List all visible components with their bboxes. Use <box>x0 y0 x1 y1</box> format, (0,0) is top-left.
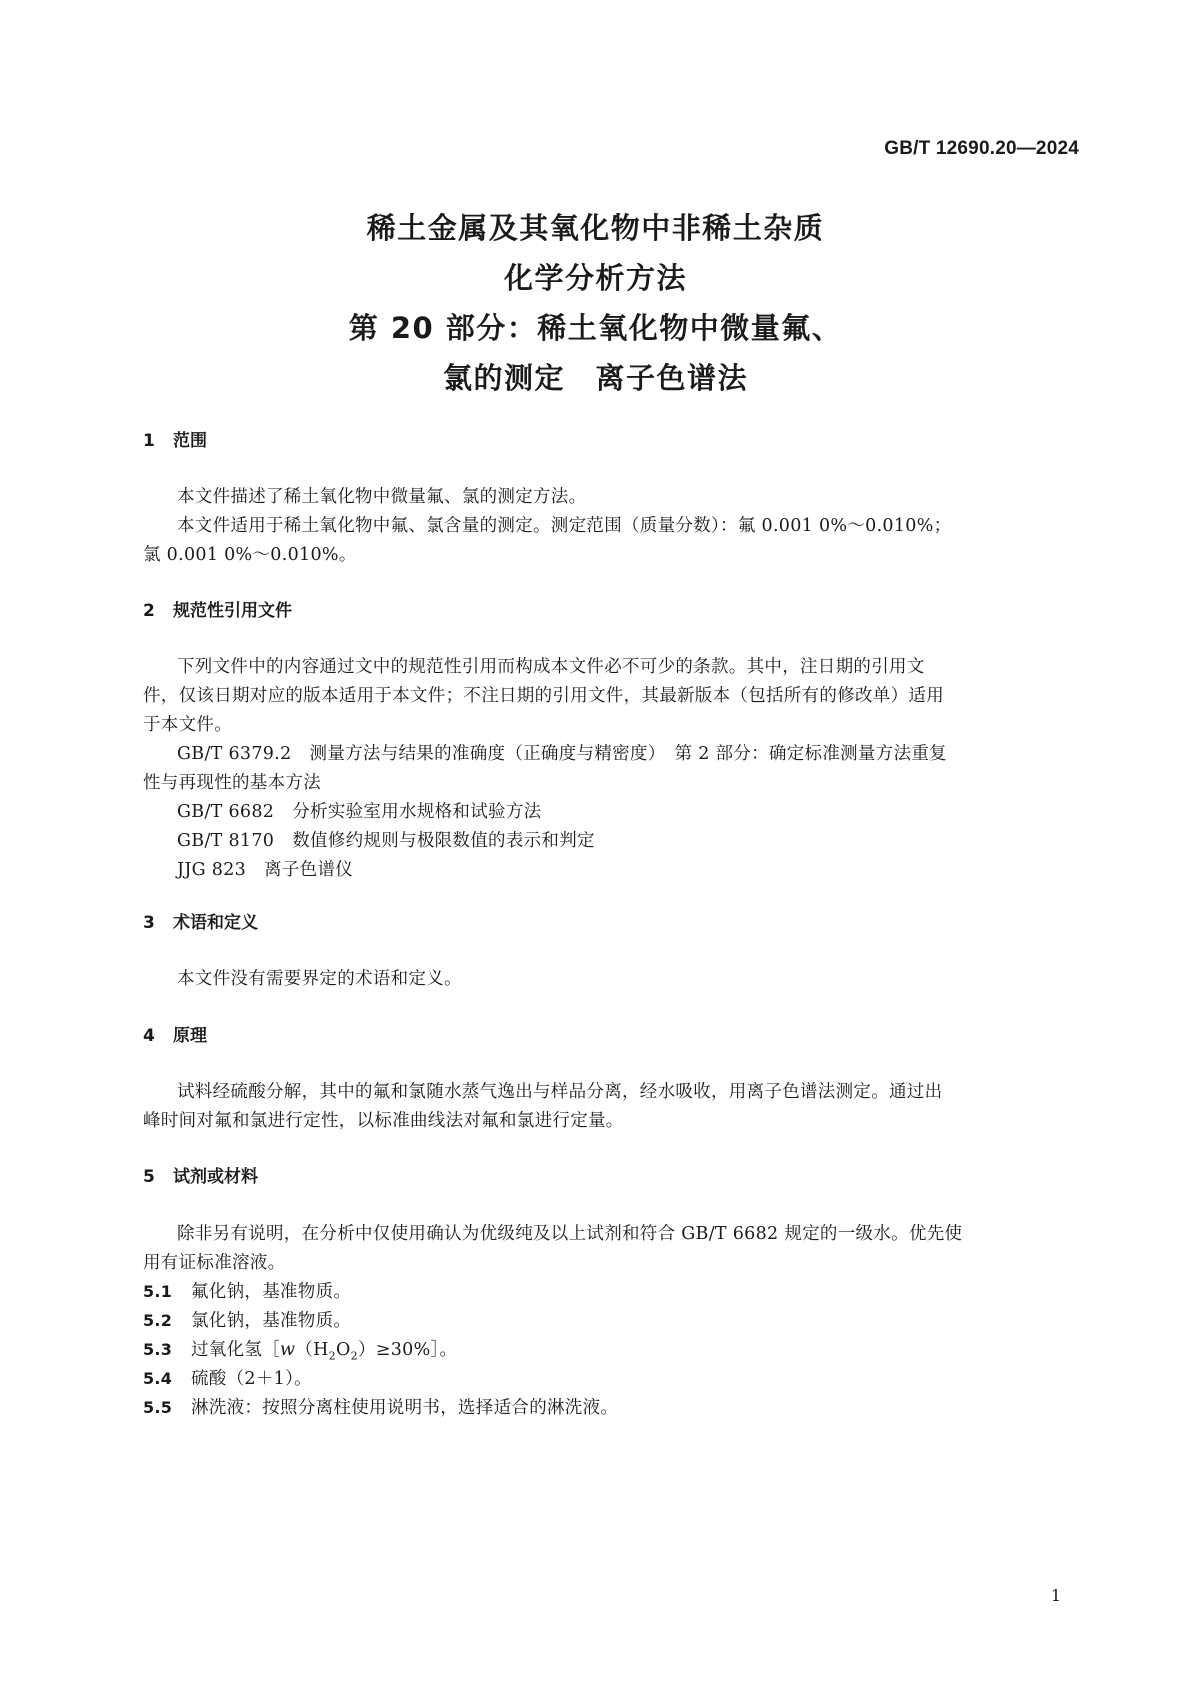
reagent-text: 硫酸（2＋1）。 <box>191 1369 312 1389</box>
document-title <box>0 203 1191 403</box>
reference-title: 数值修约规则与极限数值的表示和判定 <box>292 831 595 851</box>
section-title: 试剂或材料 <box>173 1167 258 1187</box>
title-line-3: 第 20 部分：稀土氧化物中微量氟、 <box>348 311 843 345</box>
reagent-item <box>143 1307 351 1332</box>
title-line-2: 化学分析方法 <box>503 261 687 295</box>
reference-code: GB/T 8170 <box>177 831 275 851</box>
reference-code: JJG 823 <box>177 860 247 880</box>
reference-item <box>177 798 541 823</box>
title-line-4: 氯的测定 离子色谱法 <box>442 361 748 395</box>
reference-item <box>177 827 595 852</box>
section-title: 范围 <box>173 431 207 451</box>
section-number: 4 <box>143 1026 155 1046</box>
reference-title: 离子色谱仪 <box>264 860 354 880</box>
section-3-para: 本文件没有需要界定的术语和定义。 <box>177 969 462 989</box>
page-number: 1 <box>1050 1586 1061 1605</box>
reference-title: 分析实验室用水规格和试验方法 <box>292 802 542 822</box>
reagent-text: 过氧化氢$[w(H_2O_2)\ge 30\%]$。 <box>191 1340 458 1363</box>
section-2-para-line-2: 件，仅该日期对应的版本适用于本文件；不注日期的引用文件，其最新版本（包括所有的修改单）适用 <box>143 686 944 706</box>
section-number: 5 <box>143 1167 155 1187</box>
reagent-item <box>143 1394 618 1419</box>
reagent-text: 淋洗液：按照分离柱使用说明书，选择适合的淋洗液。 <box>191 1398 619 1418</box>
section-number: 3 <box>143 913 155 933</box>
reference-item <box>177 740 947 765</box>
section-1-para-1: 本文件描述了稀土氧化物中微量氟、氯的测定方法。 <box>177 487 587 507</box>
reference-title-continued: 性与再现性的基本方法 <box>143 773 321 793</box>
section-2-para-line-3: 于本文件。 <box>143 715 232 735</box>
reference-code: GB/T 6379.2 <box>177 744 292 764</box>
section-4-para-line-2: 峰时间对氟和氯进行定性，以标准曲线法对氟和氯进行定量。 <box>143 1111 624 1131</box>
section-1-heading <box>143 426 207 451</box>
reagent-number: 5.5 <box>143 1398 173 1417</box>
section-number: 1 <box>143 431 155 451</box>
reference-code: GB/T 6682 <box>177 802 275 822</box>
reference-item <box>177 856 353 881</box>
section-title: 术语和定义 <box>173 913 258 933</box>
section-5-para-line-2: 用有证标准溶液。 <box>143 1253 286 1273</box>
section-title: 规范性引用文件 <box>173 601 292 621</box>
section-title: 原理 <box>173 1026 207 1046</box>
reagent-number: 5.2 <box>143 1311 173 1330</box>
reagent-number: 5.1 <box>143 1282 173 1301</box>
mass-fraction-symbol: w <box>280 1340 296 1360</box>
reagent-item <box>143 1336 457 1363</box>
section-2-heading <box>143 596 292 621</box>
section-5-heading <box>143 1162 258 1187</box>
reference-title: 测量方法与结果的准确度（正确度与精密度） 第 2 部分：确定标准测量方法重复 <box>309 744 947 764</box>
section-5-para-line-1: 除非另有说明，在分析中仅使用确认为优级纯及以上试剂和符合 GB/T 6682 规定的一级水。优先使 <box>177 1224 963 1244</box>
reagent-number: 5.3 <box>143 1340 173 1359</box>
reagent-text: 氯化钠，基准物质。 <box>191 1311 352 1331</box>
section-1-para-2-line-2: 氯 0.001 0%～0.010%。 <box>143 545 357 565</box>
reagent-item <box>143 1365 312 1390</box>
section-number: 2 <box>143 601 155 621</box>
section-1-para-2-line-1: 本文件适用于稀土氧化物中氟、氯含量的测定。测定范围（质量分数）：氟 0.001 0%～0.010%； <box>177 516 952 536</box>
standard-code: GB/T 12690.20—2024 <box>884 138 1079 159</box>
reagent-number: 5.4 <box>143 1369 173 1388</box>
section-2-para-line-1: 下列文件中的内容通过文中的规范性引用而构成本文件必不可少的条款。其中，注日期的引用文 <box>177 657 925 677</box>
section-3-heading <box>143 908 258 933</box>
section-4-heading <box>143 1021 207 1046</box>
reagent-text: 氟化钠，基准物质。 <box>191 1282 352 1302</box>
section-4-para-line-1: 试料经硫酸分解，其中的氟和氯随水蒸气逸出与样品分离，经水吸收，用离子色谱法测定。通过出 <box>177 1082 943 1102</box>
title-line-1: 稀土金属及其氧化物中非稀土杂质 <box>366 211 825 245</box>
reagent-item <box>143 1278 351 1303</box>
